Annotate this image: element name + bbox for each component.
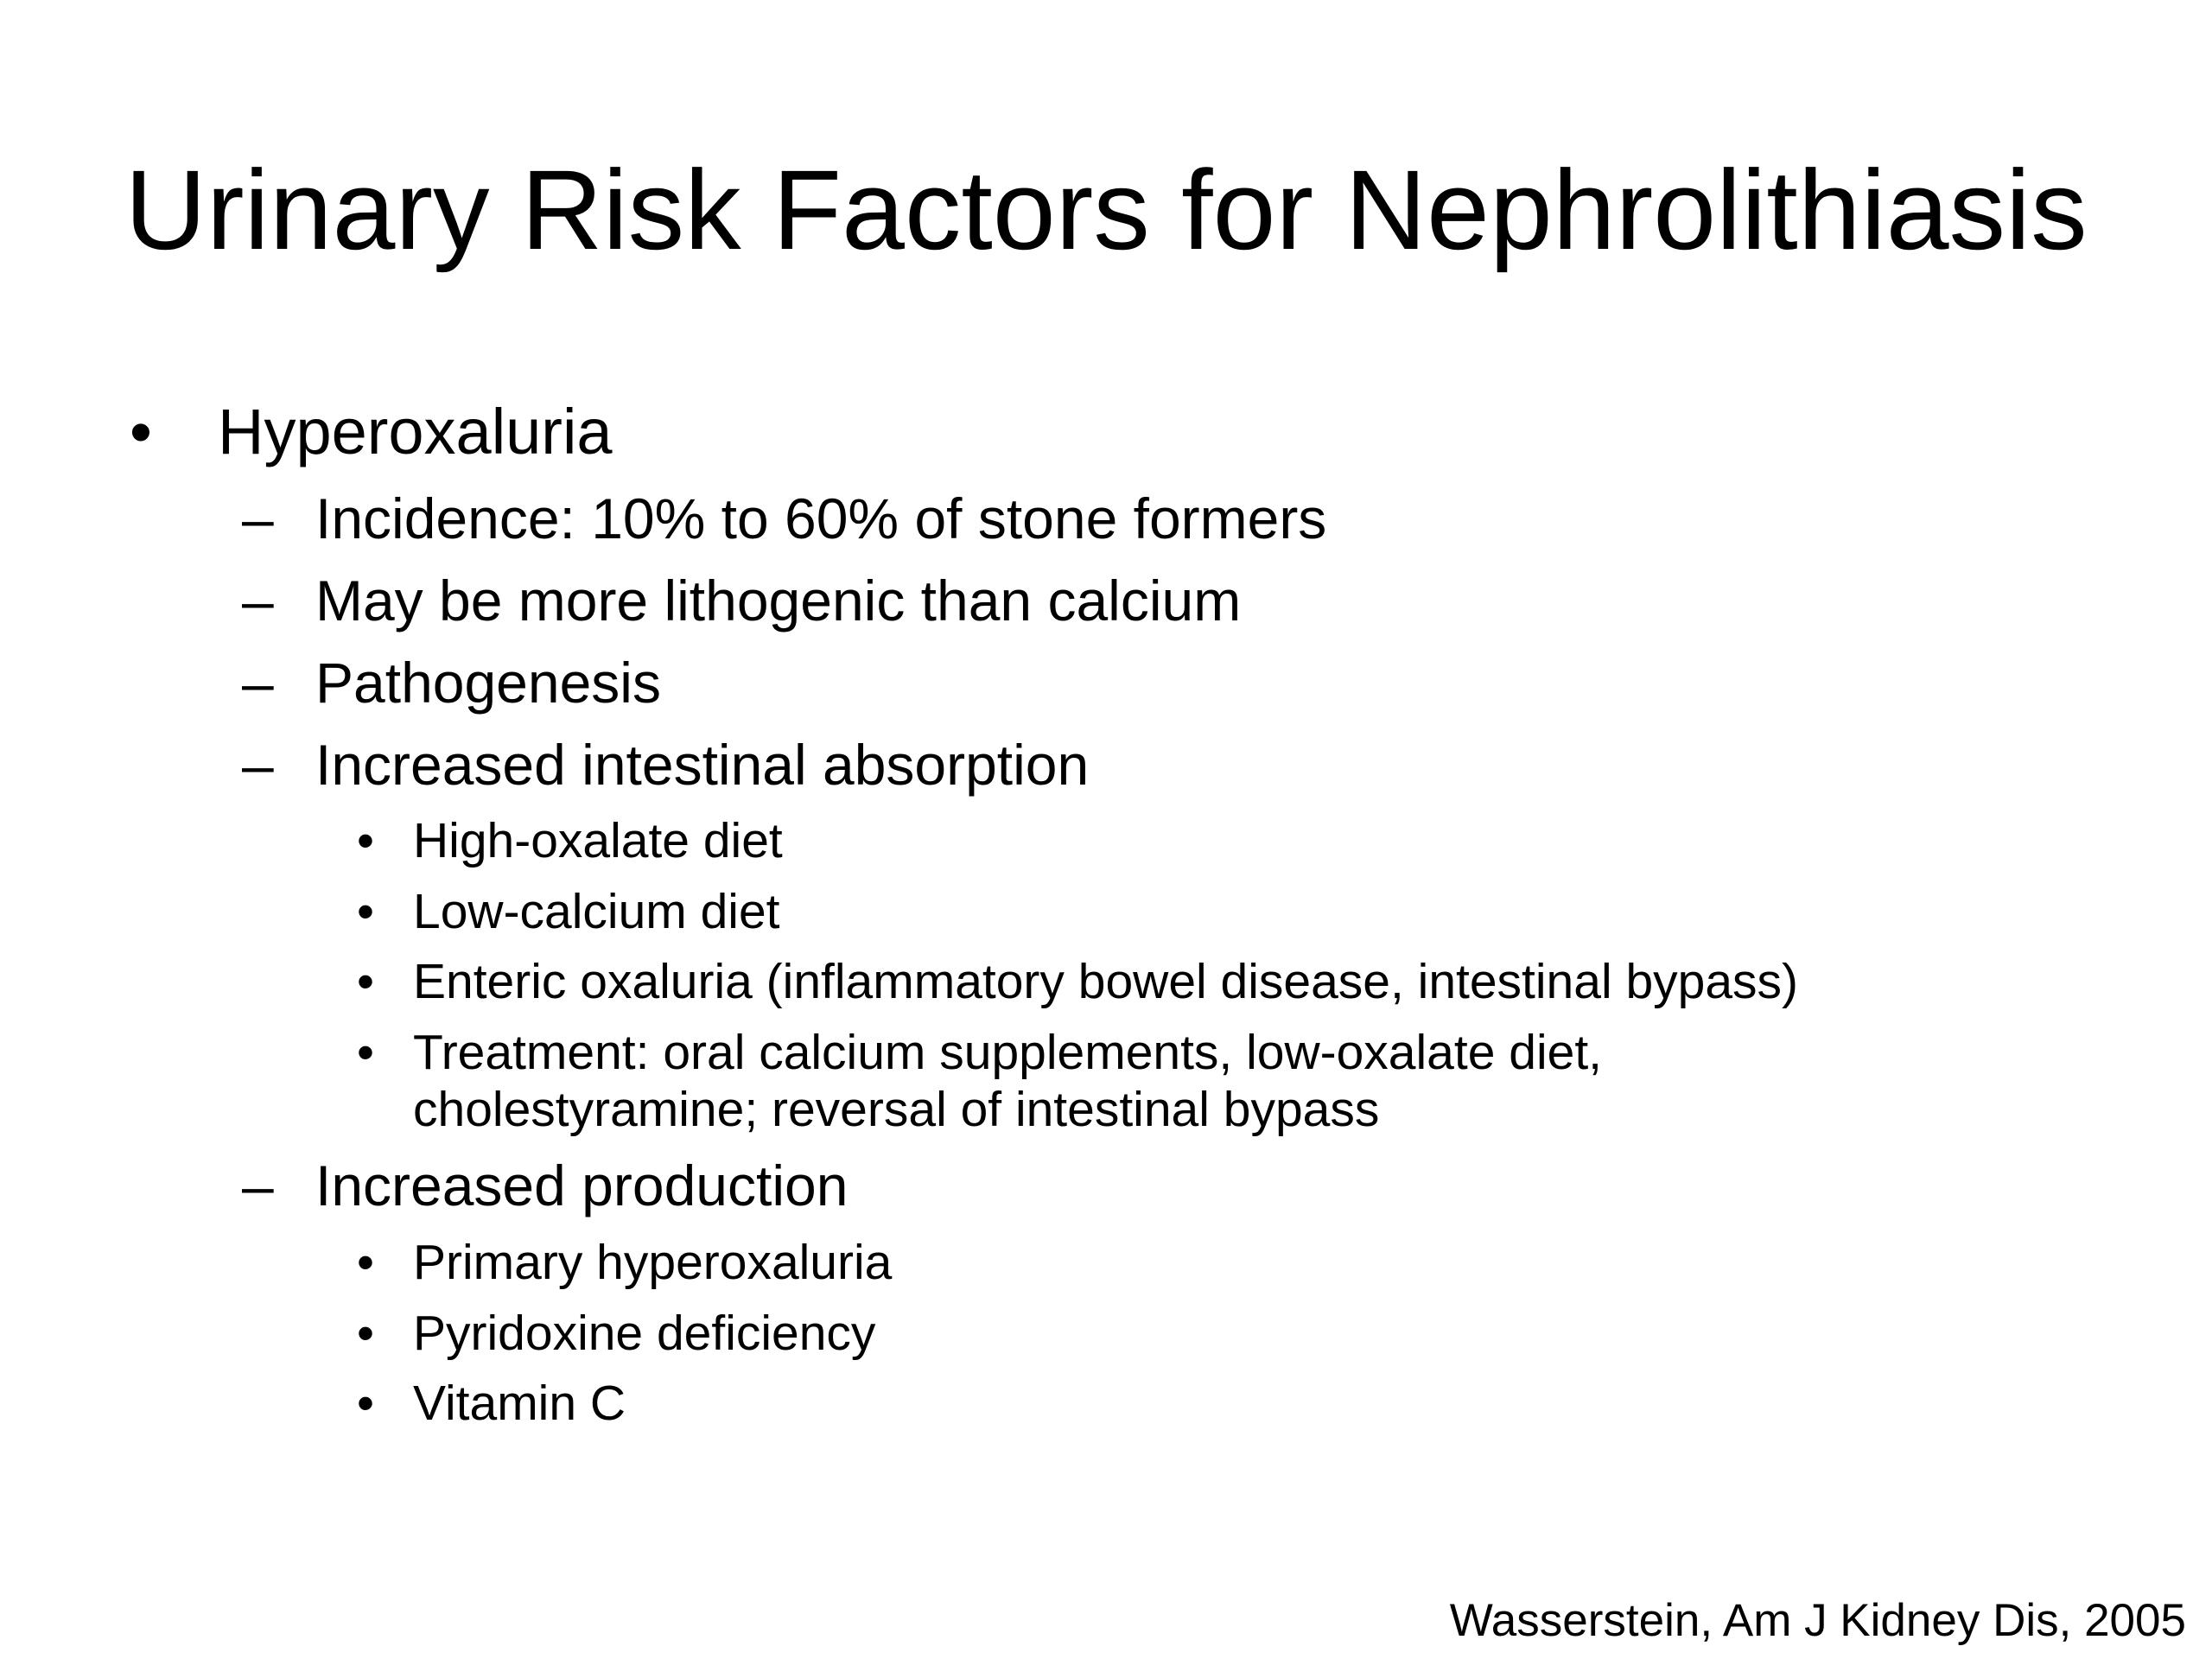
sub-sub-item-text bbox=[413, 1024, 1602, 1138]
bullet-icon: • bbox=[130, 396, 152, 467]
sub-item-text: Pathogenesis bbox=[315, 651, 661, 715]
citation: Wasserstein, Am J Kidney Dis, 2005 bbox=[1449, 1595, 2186, 1646]
treatment-line-2: cholestyramine; reversal of intestinal bypass bbox=[413, 1082, 1380, 1137]
sub-sub-item-text: Low-calcium diet bbox=[413, 884, 780, 939]
bullet-icon: • bbox=[357, 1235, 374, 1290]
sub-item-text: May be more lithogenic than calcium bbox=[315, 569, 1242, 632]
bullet-icon: • bbox=[357, 1376, 374, 1431]
sub-item-text: Increased production bbox=[315, 1154, 849, 1217]
dash-icon: – bbox=[242, 651, 274, 715]
slide-title: Urinary Risk Factors for Nephrolithiasis bbox=[124, 146, 2088, 273]
sub-sub-item-text: High-oxalate diet bbox=[413, 813, 783, 868]
bullet-icon: • bbox=[357, 954, 374, 1009]
sub-sub-item-text: Vitamin C bbox=[413, 1376, 626, 1431]
bullet-icon: • bbox=[357, 813, 374, 868]
sub-sub-item-text: Primary hyperoxaluria bbox=[413, 1235, 893, 1290]
dash-icon: – bbox=[242, 569, 274, 632]
sub-sub-item-text: Enteric oxaluria (inflammatory bowel disease, intestinal bypass) bbox=[413, 954, 1799, 1009]
treatment-line-1: Treatment: oral calcium supplements, low-oxalate diet, bbox=[413, 1025, 1602, 1080]
sub-item-text: Increased intestinal absorption bbox=[315, 733, 1090, 797]
bullet-text: Hyperoxaluria bbox=[218, 396, 613, 467]
dash-icon: – bbox=[242, 1154, 274, 1217]
bullet-icon: • bbox=[357, 1025, 374, 1080]
dash-icon: – bbox=[242, 486, 274, 550]
sub-item-text: Incidence: 10% to 60% of stone formers bbox=[315, 486, 1327, 550]
bullet-icon: • bbox=[357, 884, 374, 939]
dash-icon: – bbox=[242, 733, 274, 797]
sub-sub-item-text: Pyridoxine deficiency bbox=[413, 1306, 876, 1361]
bullet-icon: • bbox=[357, 1306, 374, 1361]
